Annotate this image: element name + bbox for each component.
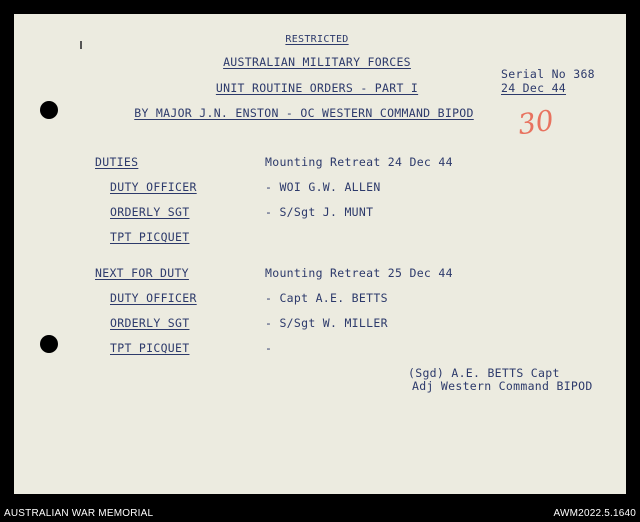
document-page [14, 14, 626, 494]
orderly-sgt-label: ORDERLY SGT [110, 205, 190, 219]
duty-officer-label: DUTY OFFICER [110, 180, 197, 194]
pen-mark [80, 41, 82, 49]
signature-title: Adj Western Command BIPOD [412, 379, 593, 393]
orderly-sgt-value: - S/Sgt J. MUNT [265, 205, 374, 219]
duty-officer-value: - Capt A.E. BETTS [265, 291, 388, 305]
section-next-title: NEXT FOR DUTY [95, 266, 189, 280]
section-duties-title: DUTIES [95, 155, 139, 169]
classification-heading: RESTRICTED [285, 34, 349, 45]
punch-hole [40, 101, 58, 119]
orderly-sgt-value: - S/Sgt W. MILLER [265, 316, 388, 330]
footer-accession-number: AWM2022.5.1640 [553, 508, 636, 519]
pencil-page-annotation: 30 [515, 103, 556, 142]
punch-hole [40, 335, 58, 353]
heading-authority: BY MAJOR J.N. ENSTON - OC WESTERN COMMAND BIPOD [134, 106, 474, 120]
heading-forces: AUSTRALIAN MILITARY FORCES [223, 55, 411, 69]
duty-officer-value: - WOI G.W. ALLEN [265, 180, 381, 194]
section-duties-subtitle: Mounting Retreat 24 Dec 44 [265, 155, 453, 169]
orderly-sgt-label: ORDERLY SGT [110, 316, 190, 330]
order-date: 24 Dec 44 [501, 81, 567, 95]
tpt-picquet-value: - [265, 341, 273, 355]
duty-officer-label: DUTY OFFICER [110, 291, 197, 305]
serial-number: Serial No 368 [501, 67, 595, 81]
signature-name: (Sgd) A.E. BETTS Capt [408, 366, 560, 380]
tpt-picquet-label: TPT PICQUET [110, 341, 190, 355]
tpt-picquet-label: TPT PICQUET [110, 230, 190, 244]
heading-orders: UNIT ROUTINE ORDERS - PART I [215, 81, 419, 95]
section-next-subtitle: Mounting Retreat 25 Dec 44 [265, 266, 453, 280]
footer-institution: AUSTRALIAN WAR MEMORIAL [4, 508, 154, 519]
